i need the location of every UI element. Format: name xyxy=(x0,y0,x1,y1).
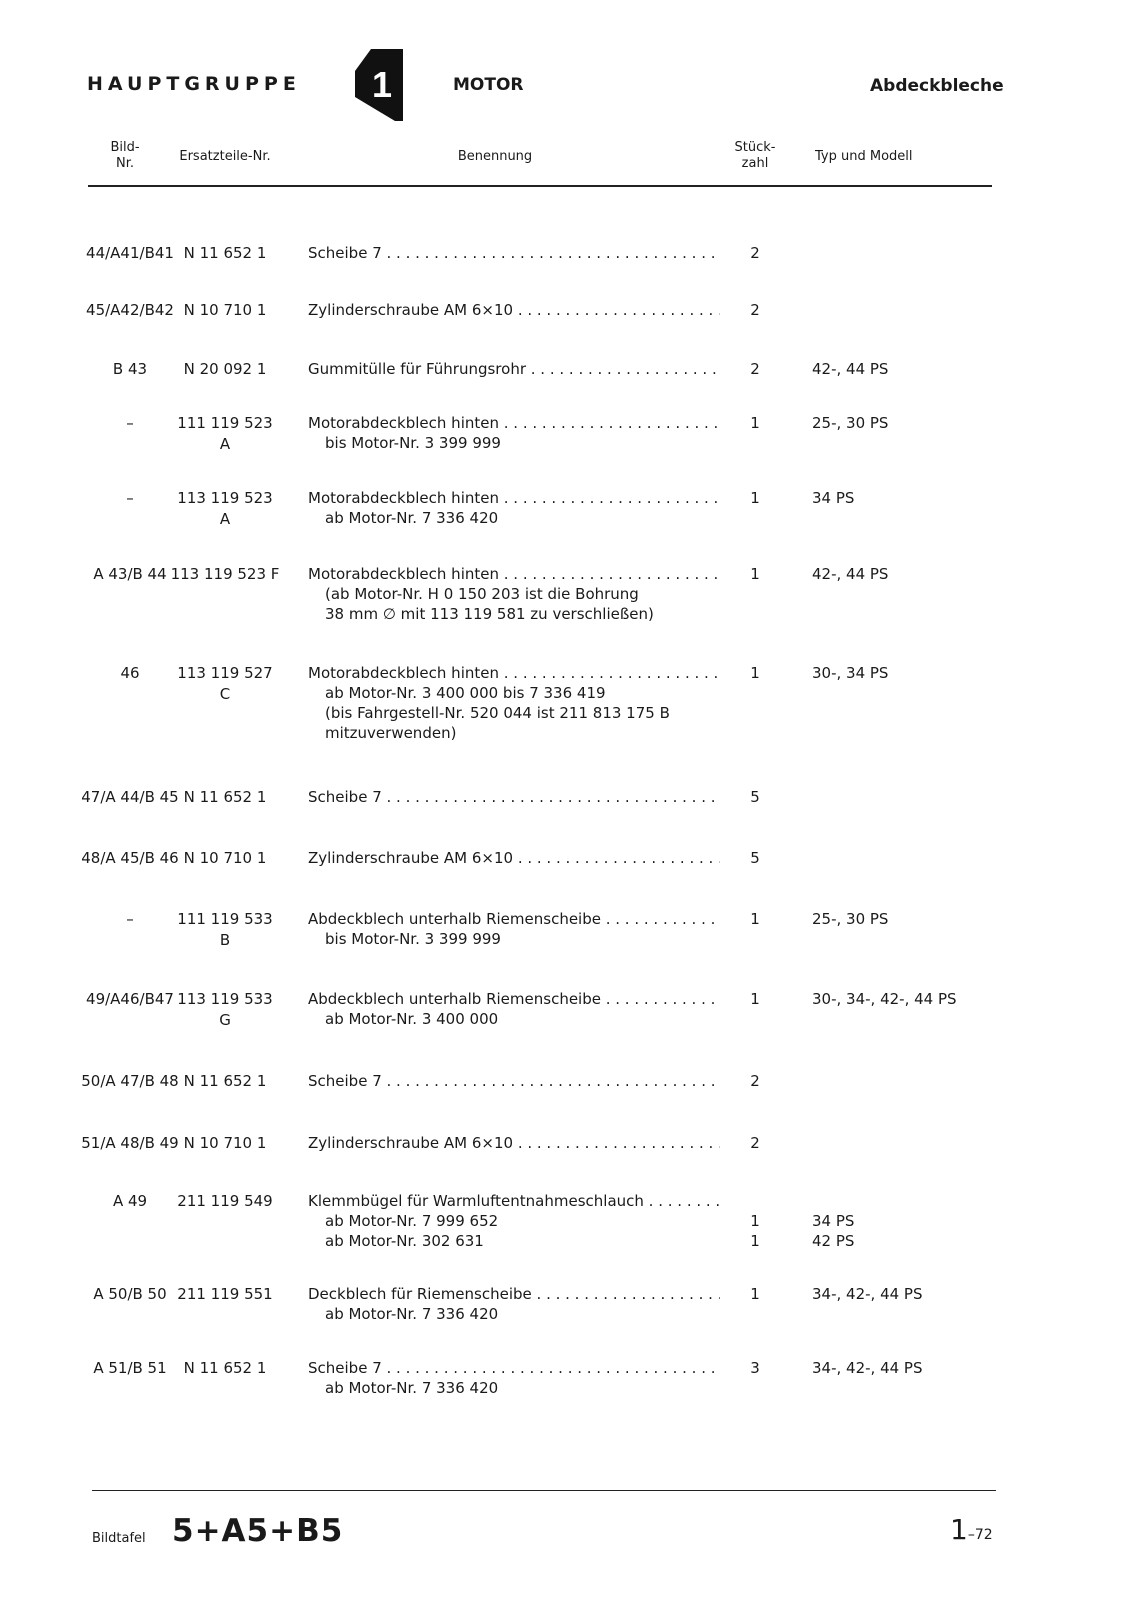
benennung: Scheibe 7 . . . xyxy=(308,787,720,808)
benennung: Zylinderschraube AM 6×10 . . . xyxy=(308,300,720,321)
benennung: Scheibe 7 . . . xyxy=(308,1071,720,1092)
stueckzahl: 2 xyxy=(750,1134,760,1152)
ersatzteile-nr: N 10 710 1 xyxy=(183,301,267,319)
benennung-detail: (ab Motor-Nr. H 0 150 203 ist die Bohrung xyxy=(325,585,639,603)
ersatzteile-nr: 113 119 523 A xyxy=(177,489,273,528)
bild-nr: – xyxy=(126,489,134,507)
stueckzahl: 1 xyxy=(750,664,760,682)
bild-nr: A 50/B 50 xyxy=(93,1285,167,1303)
ersatzteile-nr: 111 119 533 B xyxy=(177,910,273,949)
benennung: Motorabdeckblech hinten . . . xyxy=(308,413,720,434)
ersatzteile-nr: N 10 710 1 xyxy=(183,849,267,867)
benennung: Deckblech für Riemenscheibe . . . xyxy=(308,1284,720,1305)
typ-modell: 34-, 42-, 44 PS xyxy=(812,1285,923,1303)
benennung-detail: 38 mm ∅ mit 113 119 581 zu verschließen) xyxy=(325,605,654,623)
benennung: Scheibe 7 . . . xyxy=(308,1358,720,1379)
col-header-typ: Typ und Modell xyxy=(815,149,913,164)
stueckzahl: 1 xyxy=(750,1285,760,1303)
benennung-detail: ab Motor-Nr. 7 336 420 xyxy=(325,1379,499,1397)
typ-modell: 34 PS xyxy=(812,1212,855,1230)
benennung-detail: bis Motor-Nr. 3 399 999 xyxy=(325,434,501,452)
ersatzteile-nr: 113 119 533 G xyxy=(177,990,273,1029)
stueckzahl: 1 xyxy=(750,1232,760,1250)
group-number: 1 xyxy=(371,64,393,105)
bild-nr: – xyxy=(126,414,134,432)
ersatzteile-nr: N 11 652 1 xyxy=(183,1072,267,1090)
group-name: MOTOR xyxy=(453,75,524,95)
bild-nr: B 43 xyxy=(112,360,148,378)
ersatzteile-nr: 211 119 549 xyxy=(177,1192,273,1210)
col-header-ersatzteile: Ersatzteile-Nr. xyxy=(179,149,271,164)
ersatzteile-nr: N 11 652 1 xyxy=(183,1359,267,1377)
hauptgruppe-label: HAUPTGRUPPE xyxy=(87,73,301,95)
col-header-stueckzahl: Stück- zahl xyxy=(734,140,776,171)
header-rule xyxy=(88,185,992,187)
ersatzteile-nr: N 11 652 1 xyxy=(183,244,267,262)
ersatzteile-nr: 113 119 527 C xyxy=(177,664,273,703)
ersatzteile-nr: N 20 092 1 xyxy=(183,360,267,378)
bild-nr: 46 xyxy=(120,664,140,682)
benennung-detail: ab Motor-Nr. 3 400 000 xyxy=(325,1010,499,1028)
bild-nr: 50/A 47/B 48 xyxy=(81,1072,179,1090)
bild-nr: 44/A41/B41 xyxy=(86,244,174,262)
benennung: Motorabdeckblech hinten . . . xyxy=(308,663,720,684)
typ-modell: 25-, 30 PS xyxy=(812,414,889,432)
bild-nr: 48/A 45/B 46 xyxy=(81,849,179,867)
ersatzteile-nr: 211 119 551 xyxy=(177,1285,273,1303)
stueckzahl: 3 xyxy=(750,1359,760,1377)
benennung-detail: ab Motor-Nr. 302 631 xyxy=(325,1232,484,1250)
stueckzahl: 1 xyxy=(750,1212,760,1230)
stueckzahl: 1 xyxy=(750,910,760,928)
stueckzahl: 2 xyxy=(750,360,760,378)
col-header-benennung: Benennung xyxy=(457,149,533,164)
benennung: Scheibe 7 . . . xyxy=(308,243,720,264)
bild-nr: A 43/B 44 xyxy=(93,565,167,583)
ersatzteile-nr: N 11 652 1 xyxy=(183,788,267,806)
stueckzahl: 2 xyxy=(750,1072,760,1090)
typ-modell: 42 PS xyxy=(812,1232,855,1250)
benennung: Abdeckblech unterhalb Riemenscheibe . . . xyxy=(308,989,720,1010)
bildtafel-number: 5+A5+B5 xyxy=(172,1513,344,1549)
benennung: Motorabdeckblech hinten . . . xyxy=(308,564,720,585)
benennung-detail: ab Motor-Nr. 7 999 652 xyxy=(325,1212,499,1230)
stueckzahl: 5 xyxy=(750,788,760,806)
stueckzahl: 5 xyxy=(750,849,760,867)
benennung: Zylinderschraube AM 6×10 . . . xyxy=(308,1133,720,1154)
stueckzahl: 2 xyxy=(750,244,760,262)
ersatzteile-nr: 111 119 523 A xyxy=(177,414,273,453)
bild-nr: 51/A 48/B 49 xyxy=(81,1134,179,1152)
ersatzteile-nr: 113 119 523 F xyxy=(170,565,280,583)
benennung-detail: ab Motor-Nr. 3 400 000 bis 7 336 419 xyxy=(325,684,606,702)
bild-nr: 47/A 44/B 45 xyxy=(81,788,179,806)
benennung-detail: mitzuverwenden) xyxy=(325,724,457,742)
section-title: Abdeckbleche xyxy=(870,76,1004,96)
typ-modell: 42-, 44 PS xyxy=(812,565,889,583)
benennung: Abdeckblech unterhalb Riemenscheibe . . . xyxy=(308,909,720,930)
typ-modell: 42-, 44 PS xyxy=(812,360,889,378)
typ-modell: 34-, 42-, 44 PS xyxy=(812,1359,923,1377)
typ-modell: 30-, 34 PS xyxy=(812,664,889,682)
ersatzteile-nr: N 10 710 1 xyxy=(183,1134,267,1152)
typ-modell: 34 PS xyxy=(812,489,855,507)
benennung: Klemmbügel für Warmluftentnahmeschlauch . . . xyxy=(308,1191,720,1212)
page-number: 1–72 xyxy=(950,1513,993,1546)
benennung: Motorabdeckblech hinten . . . xyxy=(308,488,720,509)
benennung-detail: (bis Fahrgestell-Nr. 520 044 ist 211 813 175 B xyxy=(325,704,670,722)
group-number-badge xyxy=(351,47,407,123)
bild-nr: 49/A46/B47 xyxy=(86,990,174,1008)
bild-nr: – xyxy=(126,910,134,928)
bild-nr: A 49 xyxy=(112,1192,148,1210)
typ-modell: 25-, 30 PS xyxy=(812,910,889,928)
stueckzahl: 1 xyxy=(750,565,760,583)
benennung-detail: bis Motor-Nr. 3 399 999 xyxy=(325,930,501,948)
bild-nr: 45/A42/B42 xyxy=(86,301,174,319)
benennung: Gummitülle für Führungsrohr . . . xyxy=(308,359,720,380)
bild-nr: A 51/B 51 xyxy=(93,1359,167,1377)
benennung-detail: ab Motor-Nr. 7 336 420 xyxy=(325,509,499,527)
benennung-detail: ab Motor-Nr. 7 336 420 xyxy=(325,1305,499,1323)
typ-modell: 30-, 34-, 42-, 44 PS xyxy=(812,990,957,1008)
col-header-bild: Bild- Nr. xyxy=(110,140,140,171)
benennung: Zylinderschraube AM 6×10 . . . xyxy=(308,848,720,869)
footer-rule xyxy=(92,1490,996,1491)
stueckzahl: 1 xyxy=(750,990,760,1008)
stueckzahl: 1 xyxy=(750,489,760,507)
stueckzahl: 1 xyxy=(750,414,760,432)
bildtafel-label: Bildtafel xyxy=(92,1531,146,1546)
stueckzahl: 2 xyxy=(750,301,760,319)
